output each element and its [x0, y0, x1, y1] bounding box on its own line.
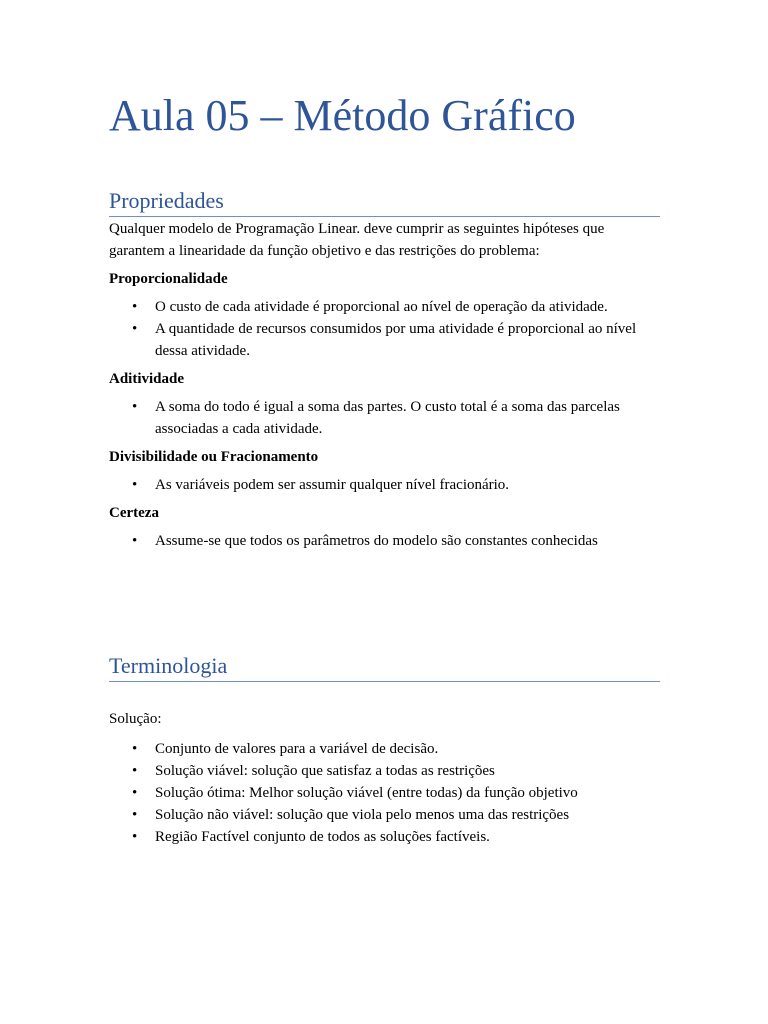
terminologia-lead: Solução:	[109, 711, 162, 727]
bullet-icon: •	[132, 807, 138, 823]
bullet-icon: •	[132, 299, 138, 315]
list-item-text: A soma do todo é igual a soma das partes. O custo total é a soma das parcelas associadas a cada atividade.	[155, 399, 620, 437]
list-item	[109, 782, 660, 804]
list-item-text: As variáveis podem ser assumir qualquer nível fracionário.	[155, 477, 510, 493]
list-proporcionalidade	[109, 296, 660, 362]
list-item	[109, 318, 660, 362]
subheading-divisibilidade: Divisibilidade ou Fracionamento	[109, 449, 319, 465]
subheading-certeza: Certeza	[109, 505, 159, 521]
intro-paragraph: Qualquer modelo de Programação Linear. deve cumprir as seguintes hipóteses que garantem a linearidade da função objetivo e das restrições do problema:	[109, 221, 605, 259]
list-item	[109, 738, 660, 760]
list-item-text: Assume-se que todos os parâmetros do modelo são constantes conhecidas	[155, 533, 598, 549]
list-item	[109, 530, 660, 552]
subheading-proporcionalidade: Proporcionalidade	[109, 271, 228, 287]
section-heading-propriedades: Propriedades	[109, 187, 660, 217]
list-item	[109, 296, 660, 318]
bullet-icon: •	[132, 763, 138, 779]
bullet-icon: •	[132, 785, 138, 801]
list-item-text: Conjunto de valores para a variável de decisão.	[155, 741, 439, 757]
section-propriedades	[109, 187, 660, 558]
list-item-text: Solução viável: solução que satisfaz a todas as restrições	[155, 763, 495, 779]
bullet-icon: •	[132, 399, 138, 415]
bullet-icon: •	[132, 829, 138, 845]
section-terminologia	[109, 652, 660, 854]
list-certeza	[109, 530, 660, 552]
list-item	[109, 396, 660, 440]
list-item-text: A quantidade de recursos consumidos por uma atividade é proporcional ao nível dessa atividade.	[155, 321, 637, 359]
bullet-icon: •	[132, 477, 138, 493]
list-item-text: O custo de cada atividade é proporcional ao nível de operação da atividade.	[155, 299, 608, 315]
list-terminologia	[109, 738, 660, 848]
list-item-text: Solução não viável: solução que viola pelo menos uma das restrições	[155, 807, 570, 823]
subheading-aditividade: Aditividade	[109, 371, 185, 387]
bullet-icon: •	[132, 533, 138, 549]
list-item	[109, 804, 660, 826]
list-item	[109, 826, 660, 848]
list-item	[109, 474, 660, 496]
list-aditividade	[109, 396, 660, 440]
document-title: Aula 05 – Método Gráfico	[109, 91, 576, 140]
list-item-text: Região Factível conjunto de todos as soluções factíveis.	[155, 829, 490, 845]
bullet-icon: •	[132, 741, 138, 757]
list-divisibilidade	[109, 474, 660, 496]
list-item	[109, 760, 660, 782]
list-item-text: Solução ótima: Melhor solução viável (entre todas) da função objetivo	[155, 785, 578, 801]
bullet-icon: •	[132, 321, 138, 337]
section-heading-terminologia: Terminologia	[109, 652, 660, 682]
